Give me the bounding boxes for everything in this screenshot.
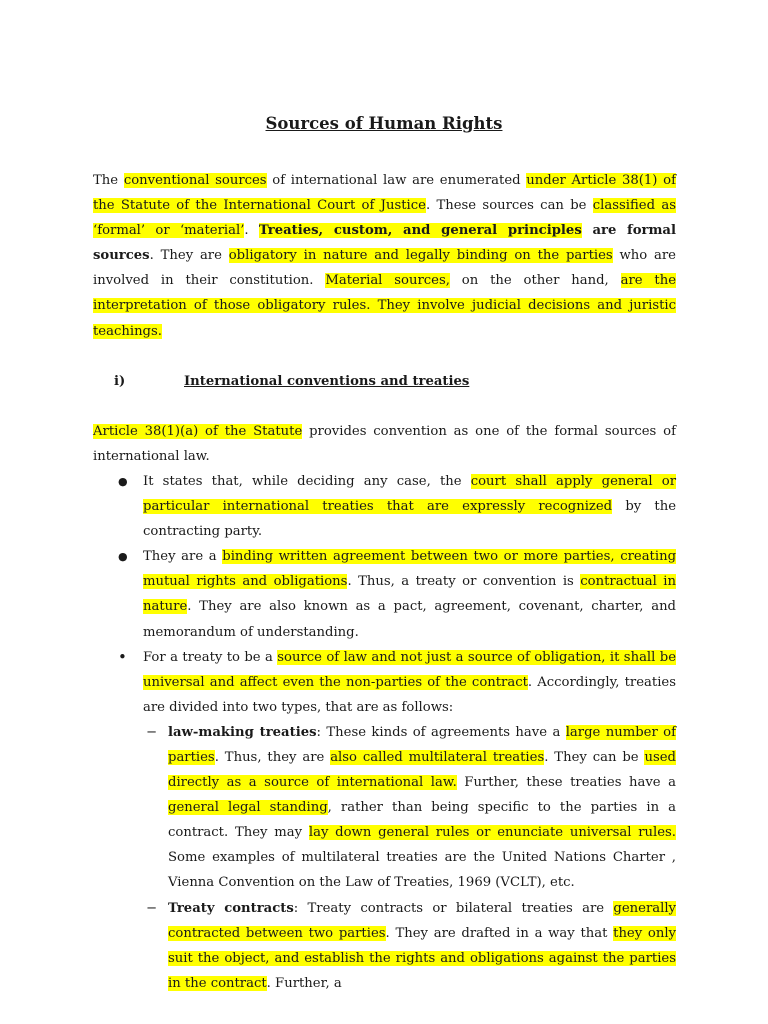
intro-bold-1: are formal sources [93, 223, 676, 264]
sub2-highlight-1: generally contracted between two parties [168, 900, 677, 941]
sub2-highlight-2: they only suit the object, and establish the rights and obligations against the parties in the contract [168, 925, 677, 991]
bullet3-text-1: For a treaty to be a [143, 649, 278, 665]
intro-text-2: of international law are enumerated [266, 173, 527, 188]
intro-text-4: . [244, 223, 259, 239]
intro-highlight-3: classified as ‘formal’ or ‘material’ [93, 198, 676, 239]
bullet1-text-1: It states that, while deciding any case, the [143, 473, 471, 489]
sub1-highlight-2: also called multilateral treaties [330, 749, 545, 765]
sub1-highlight-5: lay down general rules or enunciate universal rules. [308, 825, 676, 841]
sub1-bold: law-making treaties [168, 724, 317, 740]
sub1-text-4: Further, these treaties have a [456, 775, 676, 791]
sub1-text-6: Some examples of multilateral treaties are the United Nations Charter , Vienna Convention on the Law of Treaties, 1969 (VCLT), etc. [168, 850, 676, 891]
intro-text-1: The [93, 173, 124, 188]
sub1-highlight-3: used directly as a source of international law. [168, 749, 676, 791]
article-paragraph [93, 419, 676, 469]
sub1-highlight-1: large number of parties [168, 724, 676, 765]
sub2-bold: Treaty contracts [168, 900, 294, 916]
list-item [143, 720, 676, 896]
sub2-text-3: . Further, a [266, 975, 342, 991]
section-heading [93, 369, 676, 394]
article-text: provides convention as one of the formal sources of international law. [93, 423, 676, 464]
intro-bold-highlight: Treaties, custom, and general principles [258, 223, 582, 239]
intro-text-7: on the other hand, [449, 273, 621, 289]
dash-icon: − [146, 724, 158, 740]
page-title: Sources of Human Rights [265, 114, 503, 133]
intro-highlight-6: Material sources, [325, 273, 450, 289]
article-highlight: Article 38(1)(a) of the Statute [93, 423, 303, 439]
list-item [93, 544, 676, 644]
bullet2-text-1: They are a [143, 549, 223, 565]
list-item [93, 645, 676, 996]
intro-highlight-5: obligatory in nature and legally binding on the parties [228, 248, 613, 264]
sub1-highlight-4: general legal standing [168, 800, 328, 816]
intro-text-5: . They are [149, 248, 229, 264]
bullet-dot-icon: ● [118, 474, 128, 488]
section-heading-text: International conventions and treaties [184, 373, 470, 389]
sub1-text-2: . Thus, they are [214, 749, 331, 765]
bullet-dot-icon: ● [118, 550, 128, 564]
intro-text-6: who are involved in their constitution. [93, 248, 676, 289]
bullet3-text-2: . Accordingly, treaties are divided into two types, that are as follows: [143, 674, 676, 715]
sub2-text-1: : Treaty contracts or bilateral treaties are [293, 900, 614, 916]
bullet1-highlight: court shall apply general or particular international treaties that are expressly recognized [143, 473, 676, 515]
intro-text-3: . These sources can be [425, 198, 593, 214]
intro-paragraph [93, 168, 676, 344]
bullet3-highlight: source of law and not just a source of obligation, it shall be universal and affect even the non-parties of the contract [143, 649, 676, 690]
bullet2-highlight-2: contractual in nature [143, 574, 677, 615]
sub1-text-5: , rather than being specific to the parties in a contract. They may [168, 800, 676, 841]
intro-highlight-2: under Article 38(1) of the Statute of the International Court of Justice [93, 173, 676, 214]
intro-highlight-7: are the interpretation of those obligatory rules. They involve judicial decisions and juristic teachings. [93, 273, 677, 339]
intro-highlight-1: conventional sources [123, 173, 267, 188]
document-body [93, 168, 676, 996]
bullet1-text-2: by the contracting party. [143, 499, 677, 540]
sub-list [143, 720, 676, 996]
intro-highlight-4 [259, 223, 582, 238]
dash-icon: − [146, 900, 158, 916]
bullet-list [93, 469, 676, 996]
section-number: i) [114, 373, 126, 389]
sub1-text-1: : These kinds of agreements have a [316, 724, 566, 740]
list-item [93, 469, 676, 544]
bullet2-highlight-1: binding written agreement between two or more parties, creating mutual rights and obligations [143, 549, 677, 590]
bullet2-text-2: . Thus, a treaty or convention is [347, 574, 581, 590]
sub2-text-2: . They are drafted in a way that [385, 925, 614, 941]
list-item [143, 896, 676, 996]
bullet-dot-icon: • [118, 647, 127, 666]
sub1-text-3: . They can be [544, 749, 645, 765]
bullet2-text-3: . They are also known as a pact, agreement, covenant, charter, and memorandum of understanding. [143, 599, 676, 640]
